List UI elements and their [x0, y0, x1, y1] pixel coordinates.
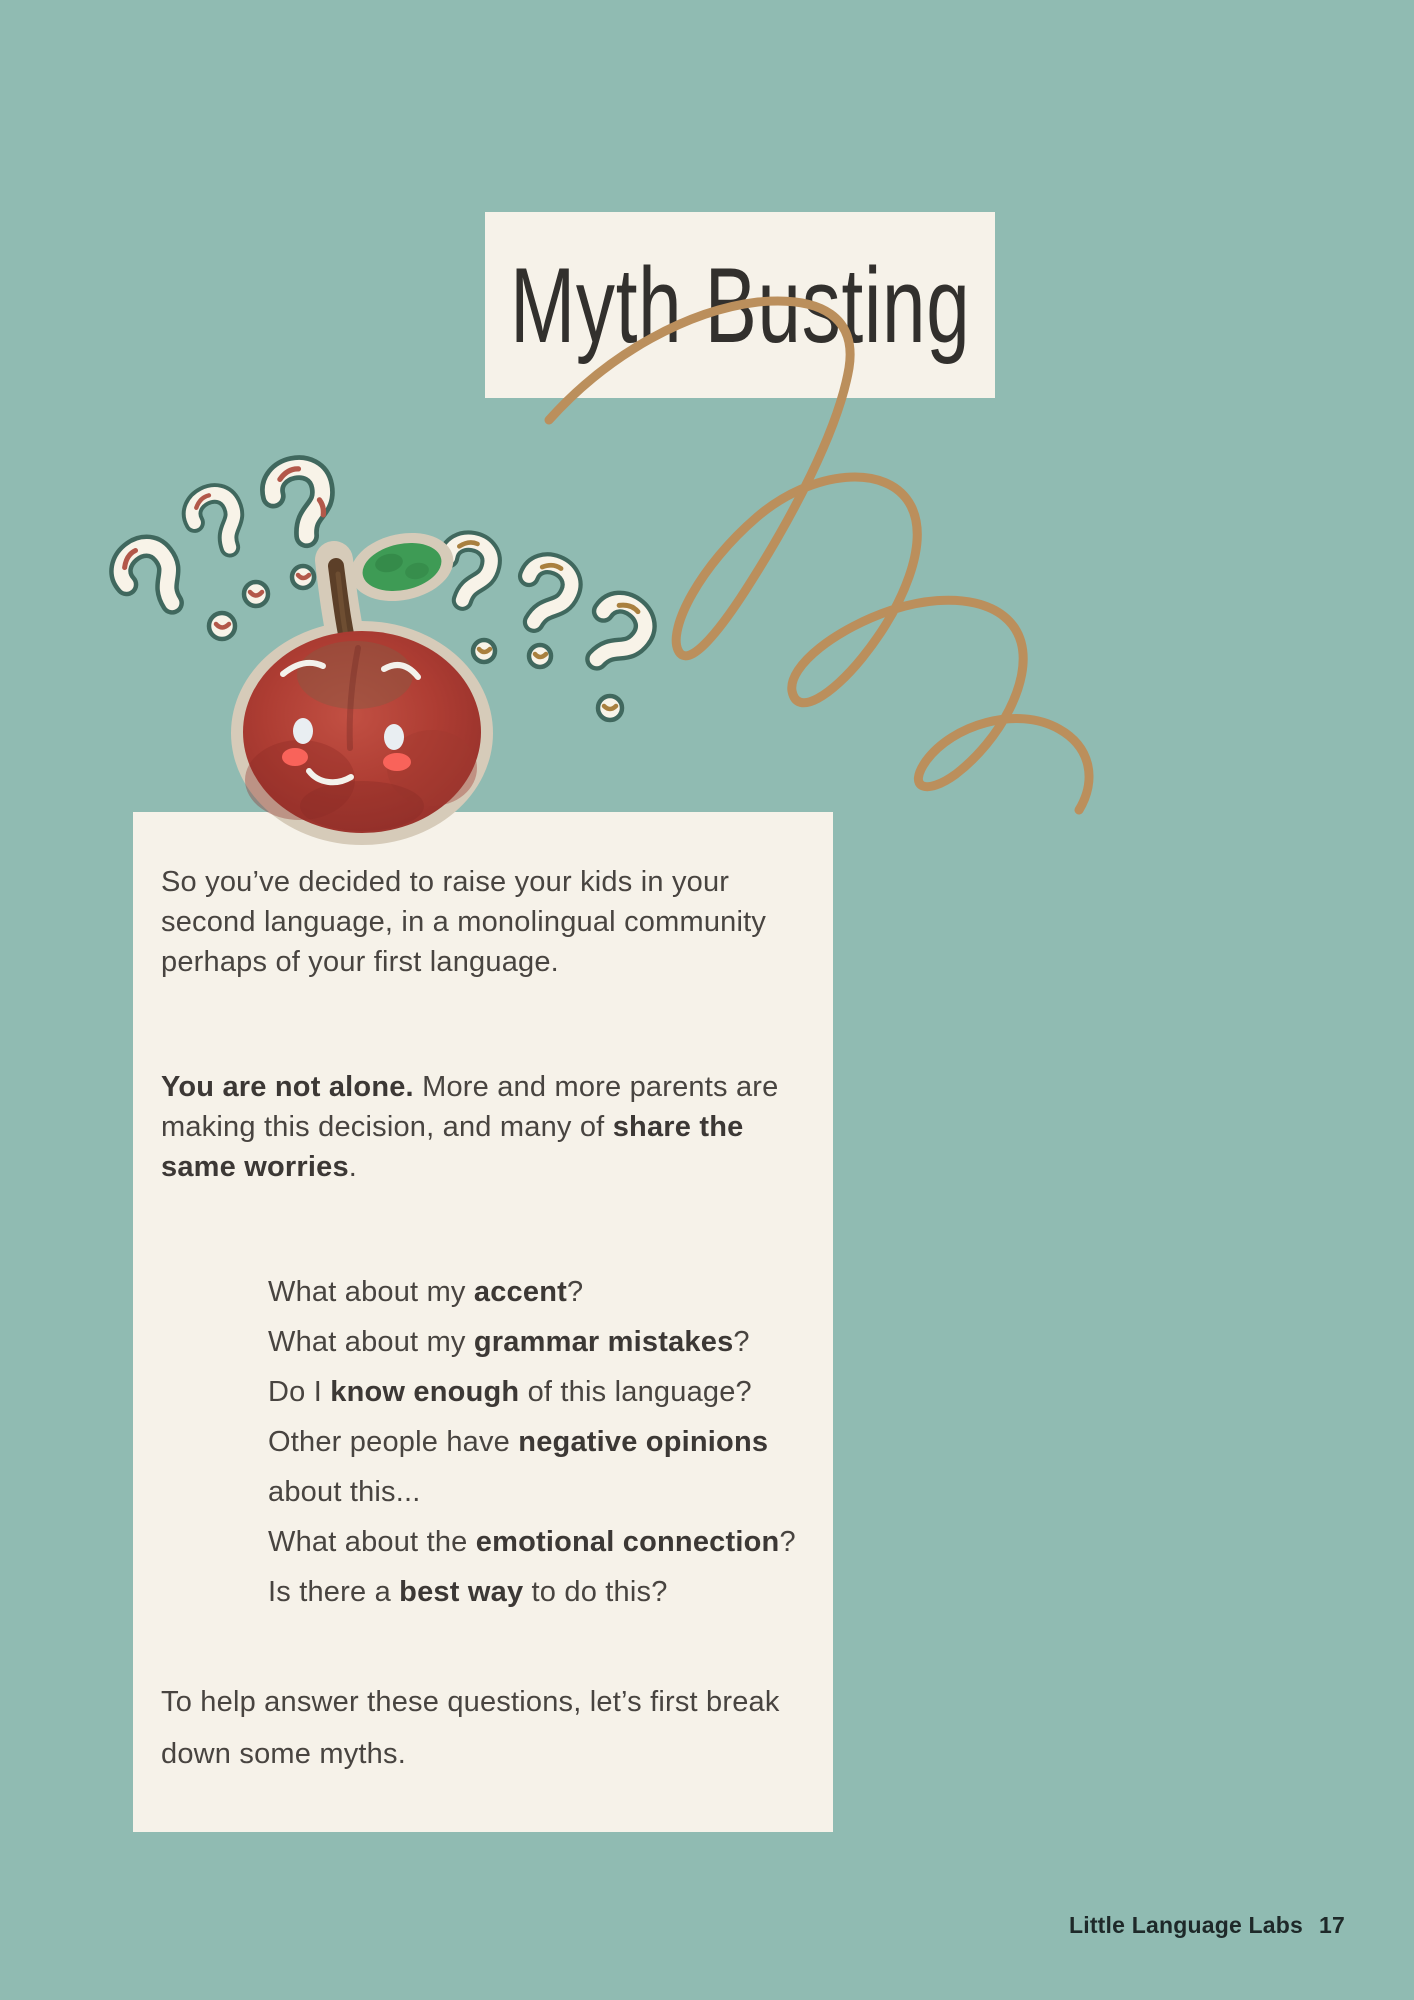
question-mark-icon	[269, 464, 330, 540]
plain-text: Is there a	[268, 1576, 400, 1608]
question-line	[268, 1567, 796, 1617]
sticker-outline	[344, 524, 459, 610]
intro-paragraph	[161, 862, 766, 982]
worried-apple-illustration	[231, 524, 493, 845]
plain-text: about this...	[268, 1476, 421, 1508]
bold-text: share the	[612, 1111, 744, 1143]
sticker-outline	[334, 560, 352, 668]
question-mark-dot	[598, 696, 622, 720]
text-line: To help answer these questions, let’s first break	[161, 1686, 780, 1718]
question-mark-icon	[112, 538, 189, 619]
plain-text: What about my	[268, 1326, 474, 1358]
eye-left	[293, 718, 313, 744]
bold-text: You are not alone.	[161, 1071, 414, 1103]
title-box	[485, 212, 995, 398]
text-line: So you’ve decided to raise your kids in your	[161, 866, 730, 898]
bold-text: negative opinions	[518, 1426, 769, 1458]
question-mark-dot	[244, 582, 268, 606]
apple-face	[282, 663, 418, 782]
question-mark-icon	[186, 487, 248, 556]
plain-text: to do this?	[523, 1576, 668, 1608]
frown-mouth	[309, 771, 351, 782]
question-marks-illustration	[112, 464, 653, 720]
question-mark-icon	[578, 594, 654, 673]
text-line	[161, 1067, 778, 1107]
question-mark-dot	[529, 645, 551, 667]
bold-text: emotional connection	[475, 1526, 780, 1558]
question-mark-dot	[292, 566, 314, 588]
question-line	[268, 1267, 796, 1317]
bold-text: accent	[473, 1276, 567, 1308]
question-mark-icon	[440, 537, 494, 604]
bold-text: best way	[399, 1576, 524, 1608]
plain-text: Do I	[268, 1376, 331, 1408]
apple-stem	[336, 566, 352, 662]
plain-text: What about the	[268, 1526, 476, 1558]
content-panel	[133, 812, 833, 1832]
question-line	[268, 1517, 796, 1567]
question-line	[268, 1417, 796, 1467]
question-mark-icon	[513, 557, 578, 631]
question-mark-dot	[473, 640, 495, 662]
brand-label: Little Language Labs	[1068, 1912, 1304, 1938]
question-line	[268, 1467, 796, 1517]
page-footer	[1069, 1912, 1345, 1939]
text-line	[161, 1147, 778, 1187]
plain-text: ?	[733, 1326, 750, 1358]
plain-text: What about my	[268, 1276, 474, 1308]
text-line: down some myths.	[161, 1738, 406, 1770]
cheek-right	[383, 753, 411, 771]
plain-text: making this decision, and many of	[161, 1111, 613, 1143]
plain-text: of this language?	[519, 1376, 752, 1408]
outro-paragraph	[161, 1676, 780, 1780]
eye-right	[384, 724, 404, 750]
page-title: Myth Busting	[509, 245, 971, 365]
apple-leaf	[358, 536, 446, 598]
plain-text: Other people have	[268, 1426, 519, 1458]
plain-text: ?	[566, 1276, 584, 1308]
bold-text: same worries	[161, 1151, 349, 1183]
worry-questions-list	[268, 1267, 796, 1617]
cheek-left	[282, 748, 308, 766]
not-alone-paragraph	[161, 1067, 778, 1187]
text-line	[161, 1107, 778, 1147]
apple-body	[243, 631, 481, 833]
question-line	[268, 1367, 796, 1417]
question-mark-dot	[209, 613, 235, 639]
text-line: perhaps of your first language.	[161, 946, 559, 978]
plain-text: More and more parents are	[413, 1071, 779, 1103]
bold-text: grammar mistakes	[473, 1326, 734, 1358]
eyebrow-right	[384, 665, 418, 677]
page-number: 17	[1319, 1912, 1345, 1938]
plain-text: ?	[779, 1526, 796, 1558]
question-line	[268, 1317, 796, 1367]
text-line: second language, in a monolingual community	[161, 906, 767, 938]
bold-text: know enough	[330, 1376, 520, 1408]
plain-text: .	[348, 1151, 358, 1183]
eyebrow-left	[283, 663, 323, 674]
